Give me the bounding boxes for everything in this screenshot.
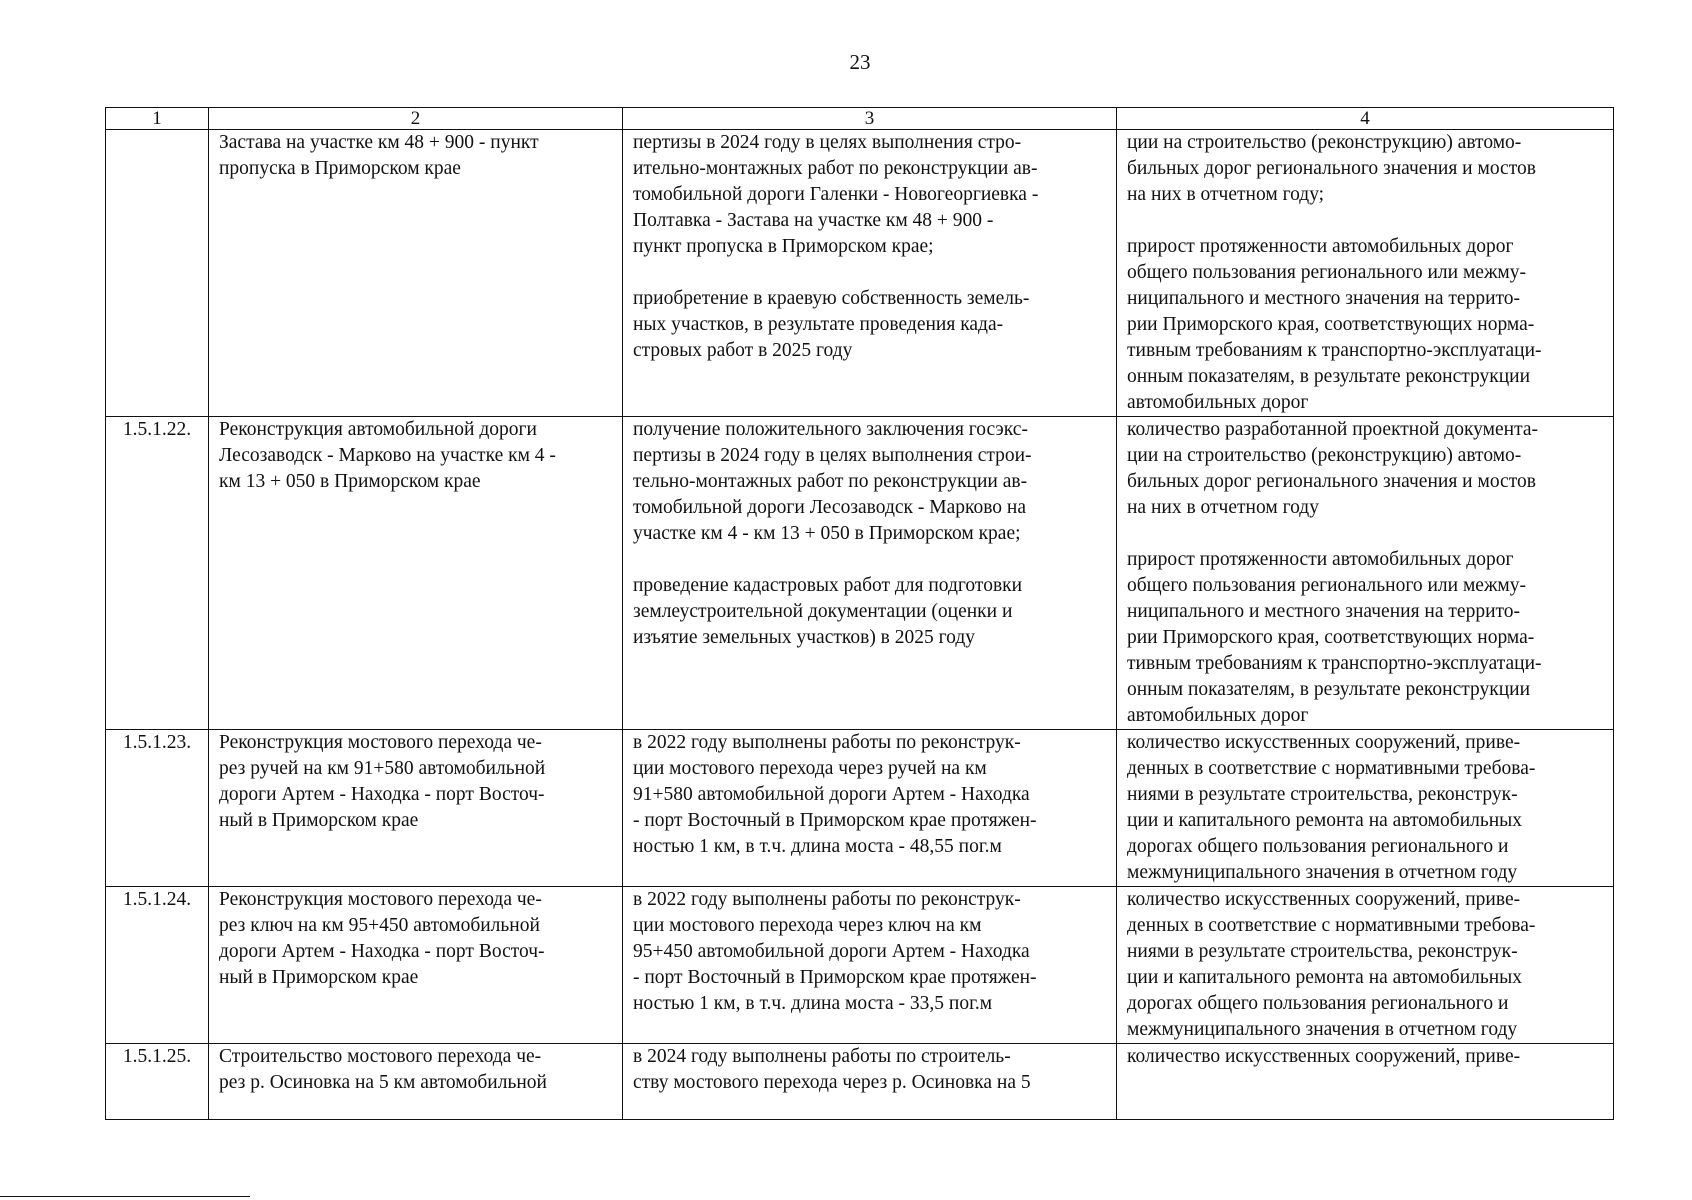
expected-result-cell: в 2022 году выполнены работы по реконструк- ции мостового перехода через ключ на км 95+450 автомобильной дороги Артем - Находка - порт Восточный в Приморском крае протяжен- ностью 1 км, в т.ч. длина моста - 33,5 пог.м bbox=[623, 887, 1117, 1044]
measure-name-cell: Реконструкция мостового перехода че- рез ключ на км 95+450 автомобильной дороги Артем - Находка - порт Восточ- ный в Приморском крае bbox=[209, 887, 623, 1044]
measure-name-cell: Реконструкция мостового перехода че- рез ручей на км 91+580 автомобильной дороги Артем - Находка - порт Восточ- ный в Приморском крае bbox=[209, 730, 623, 887]
indicator-cell: количество искусственных сооружений, приве- денных в соответствие с нормативными требова- ниями в результате строительства, реконструк- ции и капитального ремонта на автомобильных дорогах общего пользования регионального и межмуниципального значения в отчетном году bbox=[1117, 730, 1614, 887]
expected-result-cell: пертизы в 2024 году в целях выполнения стро- ительно-монтажных работ по реконструкции ав- томобильной дороги Галенки - Новогеоргиевка - Полтавка - Застава на участке км 48 + 900 - пункт пропуска в Приморском крае; приобретение в краевую собственность земель- ных участков, в результате проведения када- стровых работ в 2025 году bbox=[623, 130, 1117, 417]
table-row bbox=[106, 417, 1614, 730]
footnote-divider bbox=[0, 1196, 250, 1197]
row-number-cell: 1.5.1.22. bbox=[106, 417, 209, 730]
column-header: 1 bbox=[106, 108, 209, 130]
column-header: 4 bbox=[1117, 108, 1614, 130]
expected-result-cell: в 2022 году выполнены работы по реконструк- ции мостового перехода через ручей на км 91+580 автомобильной дороги Артем - Находка - порт Восточный в Приморском крае протяжен- ностью 1 км, в т.ч. длина моста - 48,55 пог.м bbox=[623, 730, 1117, 887]
expected-result-cell: в 2024 году выполнены работы по строитель- ству мостового перехода через р. Осиновка на 5 bbox=[623, 1044, 1117, 1120]
row-number-cell: 1.5.1.25. bbox=[106, 1044, 209, 1120]
table-row bbox=[106, 1044, 1614, 1120]
indicator-cell: количество разработанной проектной документа- ции на строительство (реконструкцию) автомо- бильных дорог регионального значения и мостов на них в отчетном году прирост протяженности автомобильных дорог общего пользования регионального или межму- ниципального и местного значения на террито- рии Приморского края, соответствующих норма- тивным требованиям к транспортно-эксплуатаци- онным показателям, в результате реконструкции автомобильных дорог bbox=[1117, 417, 1614, 730]
table-row bbox=[106, 730, 1614, 887]
column-header: 2 bbox=[209, 108, 623, 130]
row-number-cell: 1.5.1.23. bbox=[106, 730, 209, 887]
table-header-row bbox=[106, 108, 1614, 130]
indicator-cell: ции на строительство (реконструкцию) автомо- бильных дорог регионального значения и мостов на них в отчетном году; прирост протяженности автомобильных дорог общего пользования регионального или межму- ниципального и местного значения на террито- рии Приморского края, соответствующих норма- тивным требованиям к транспортно-эксплуатаци- онным показателям, в результате реконструкции автомобильных дорог bbox=[1117, 130, 1614, 417]
expected-result-cell: получение положительного заключения госэкс- пертизы в 2024 году в целях выполнения строи- тельно-монтажных работ по реконструкции ав- томобильной дороги Лесозаводск - Марково на участке км 4 - км 13 + 050 в Приморском крае; проведение кадастровых работ для подготовки землеустроительной документации (оценки и изъятие земельных участков) в 2025 году bbox=[623, 417, 1117, 730]
indicator-cell: количество искусственных сооружений, приве- денных в соответствие с нормативными требова- ниями в результате строительства, реконструк- ции и капитального ремонта на автомобильных дорогах общего пользования регионального и межмуниципального значения в отчетном году bbox=[1117, 887, 1614, 1044]
column-header: 3 bbox=[623, 108, 1117, 130]
table-row bbox=[106, 130, 1614, 417]
measures-table bbox=[105, 107, 1614, 1120]
measure-name-cell: Реконструкция автомобильной дороги Лесозаводск - Марково на участке км 4 - км 13 + 050 в Приморском крае bbox=[209, 417, 623, 730]
measure-name-cell: Строительство мостового перехода че- рез р. Осиновка на 5 км автомобильной bbox=[209, 1044, 623, 1120]
row-number-cell bbox=[106, 130, 209, 417]
measure-name-cell: Застава на участке км 48 + 900 - пункт пропуска в Приморском крае bbox=[209, 130, 623, 417]
table-row bbox=[106, 887, 1614, 1044]
row-number-cell: 1.5.1.24. bbox=[106, 887, 209, 1044]
indicator-cell: количество искусственных сооружений, приве- bbox=[1117, 1044, 1614, 1120]
page-number: 23 bbox=[849, 50, 871, 74]
